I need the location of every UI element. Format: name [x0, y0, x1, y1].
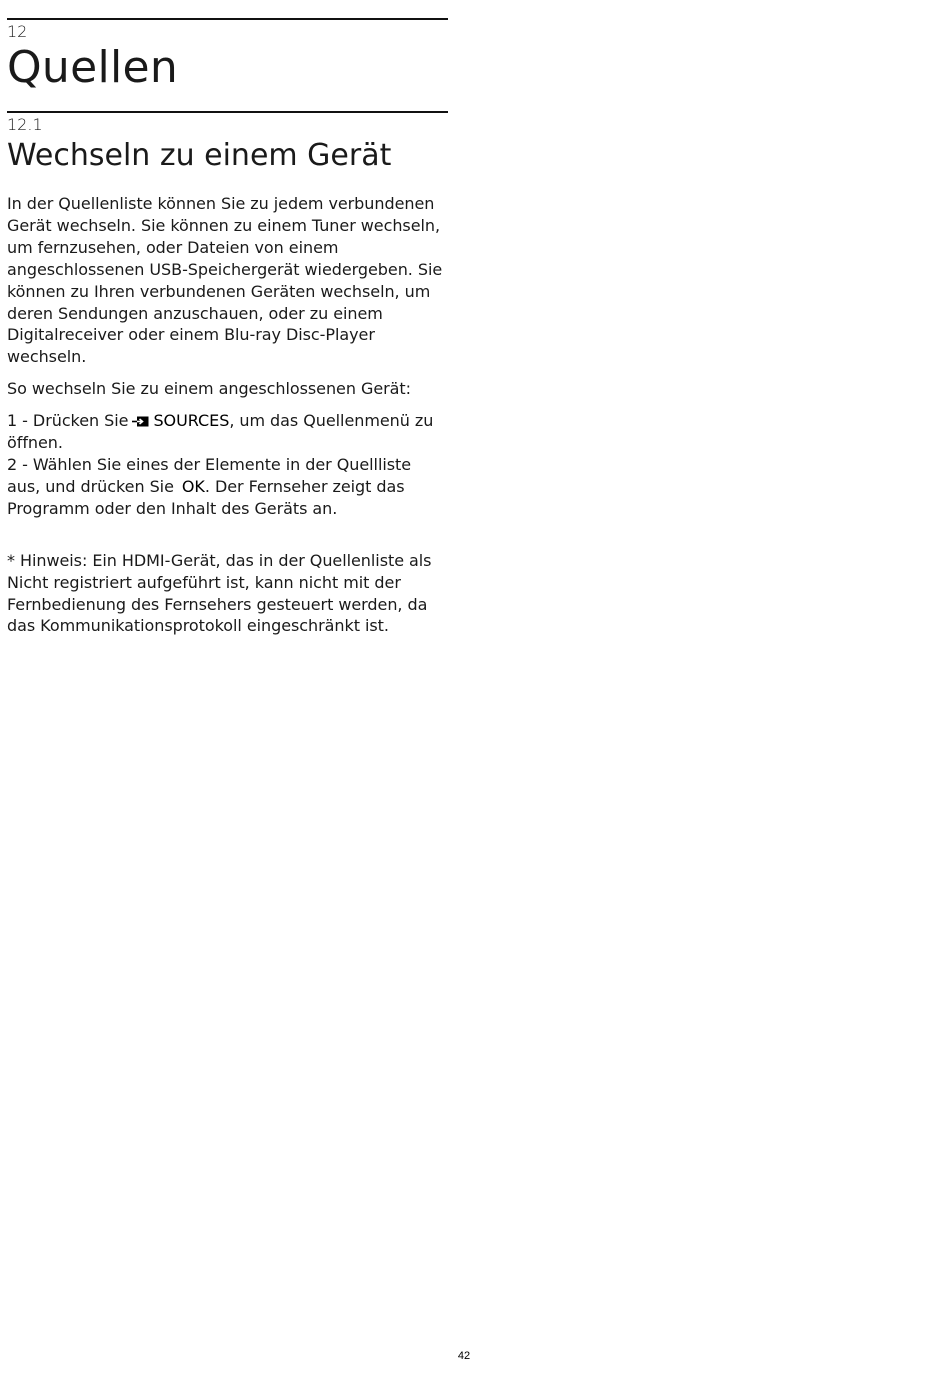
instructions-lead: So wechseln Sie zu einem angeschlossenen Gerät:: [7, 379, 411, 399]
sources-icon: [132, 416, 149, 427]
content-column: [7, 0, 449, 637]
note-paragraph: * Hinweis: Ein HDMI-Gerät, das in der Quellenliste als Nicht registriert aufgeführt ist, kann nicht mit der Fernbedienung des Fernsehers gesteuert werden, da das Kommunikationsprotokoll eingeschränkt ist.: [7, 550, 432, 636]
intro-paragraph: In der Quellenliste können Sie zu jedem verbundenen Gerät wechseln. Sie können zu einem Tuner wechseln, um fernzusehen, oder Dateien von einem angeschlossenen USB-Speichergerät wiedergeben. Sie können zu Ihren verbundenen Geräten wechseln, um deren Sendungen anzuschauen, oder zu einem Digitalreceiver oder einem Blu-ray Disc-Player wechseln.: [7, 194, 443, 367]
steps-list: [7, 410, 449, 520]
step-1-suffix: , um das Quellenmenü zu öffnen.: [7, 411, 434, 453]
section-title: Wechseln zu einem Gerät: [7, 138, 392, 173]
step-2-suffix: . Der Fernseher zeigt das Programm oder den Inhalt des Geräts an.: [7, 476, 405, 518]
step-2: [7, 454, 449, 520]
sources-key-label: SOURCES: [153, 411, 230, 431]
ok-key-label: OK: [181, 476, 205, 496]
chapter-title: Quellen: [7, 42, 179, 93]
section-number: 12.1: [7, 115, 43, 134]
chapter-divider: [7, 18, 448, 20]
step-1-prefix: 1 - Drücken Sie: [7, 411, 129, 431]
step-1: [7, 410, 449, 454]
page-number: 42: [457, 1350, 471, 1362]
step-2-prefix: 2 - Wählen Sie eines der Elemente in der Quellliste aus, und drücken Sie: [7, 454, 412, 496]
chapter-number: 12: [7, 22, 28, 41]
section-divider: [7, 111, 448, 113]
